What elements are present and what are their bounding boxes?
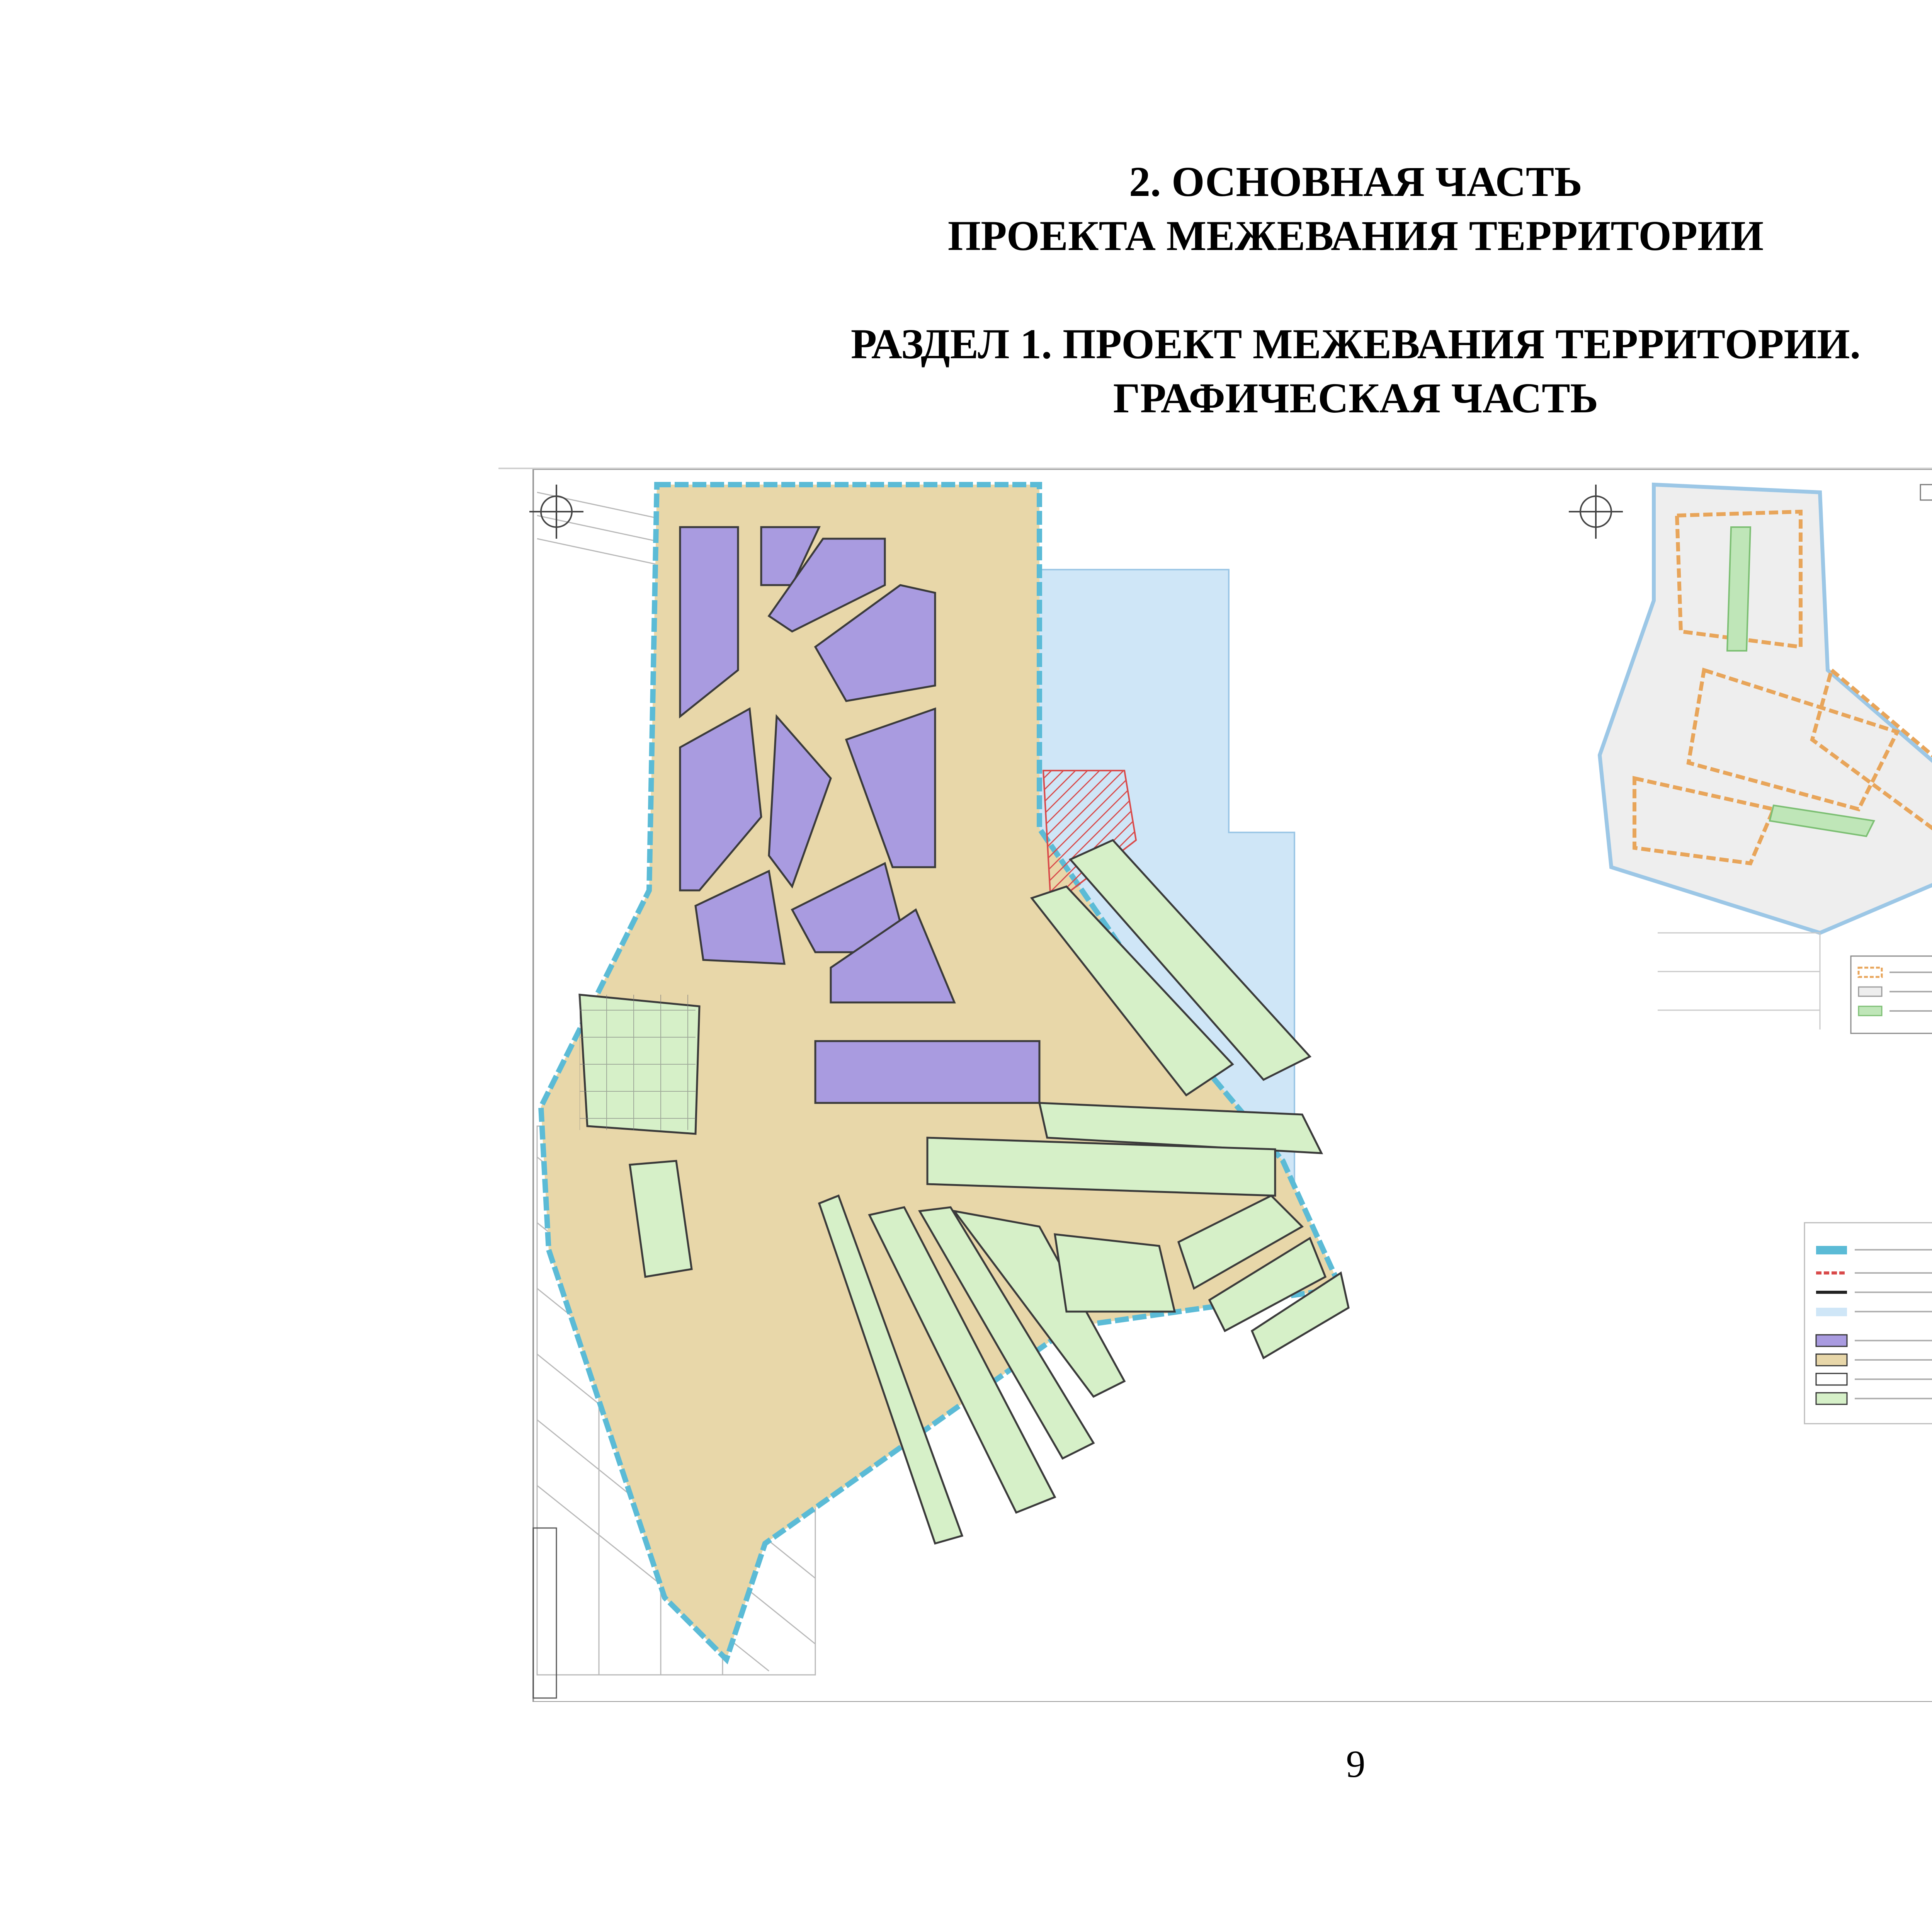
- drawing-sheet: [498, 469, 1932, 1702]
- part-heading-line-2: ГРАФИЧЕСКАЯ ЧАСТЬ: [1113, 374, 1599, 422]
- section-heading-line-1: 2. ОСНОВНАЯ ЧАСТЬ: [1129, 158, 1582, 205]
- section-heading-line-2: ПРОЕКТА МЕЖЕВАНИЯ ТЕРРИТОРИИ: [947, 212, 1764, 259]
- legend: [1804, 1223, 1932, 1424]
- page-number: 9: [1346, 1742, 1366, 1785]
- part-heading-line-1: РАЗДЕЛ 1. ПРОЕКТ МЕЖЕВАНИЯ ТЕРРИТОРИИ.: [850, 320, 1861, 368]
- land-survey-drawing: [498, 468, 1932, 1702]
- section-heading: [0, 155, 1932, 263]
- part-heading: [0, 317, 1932, 425]
